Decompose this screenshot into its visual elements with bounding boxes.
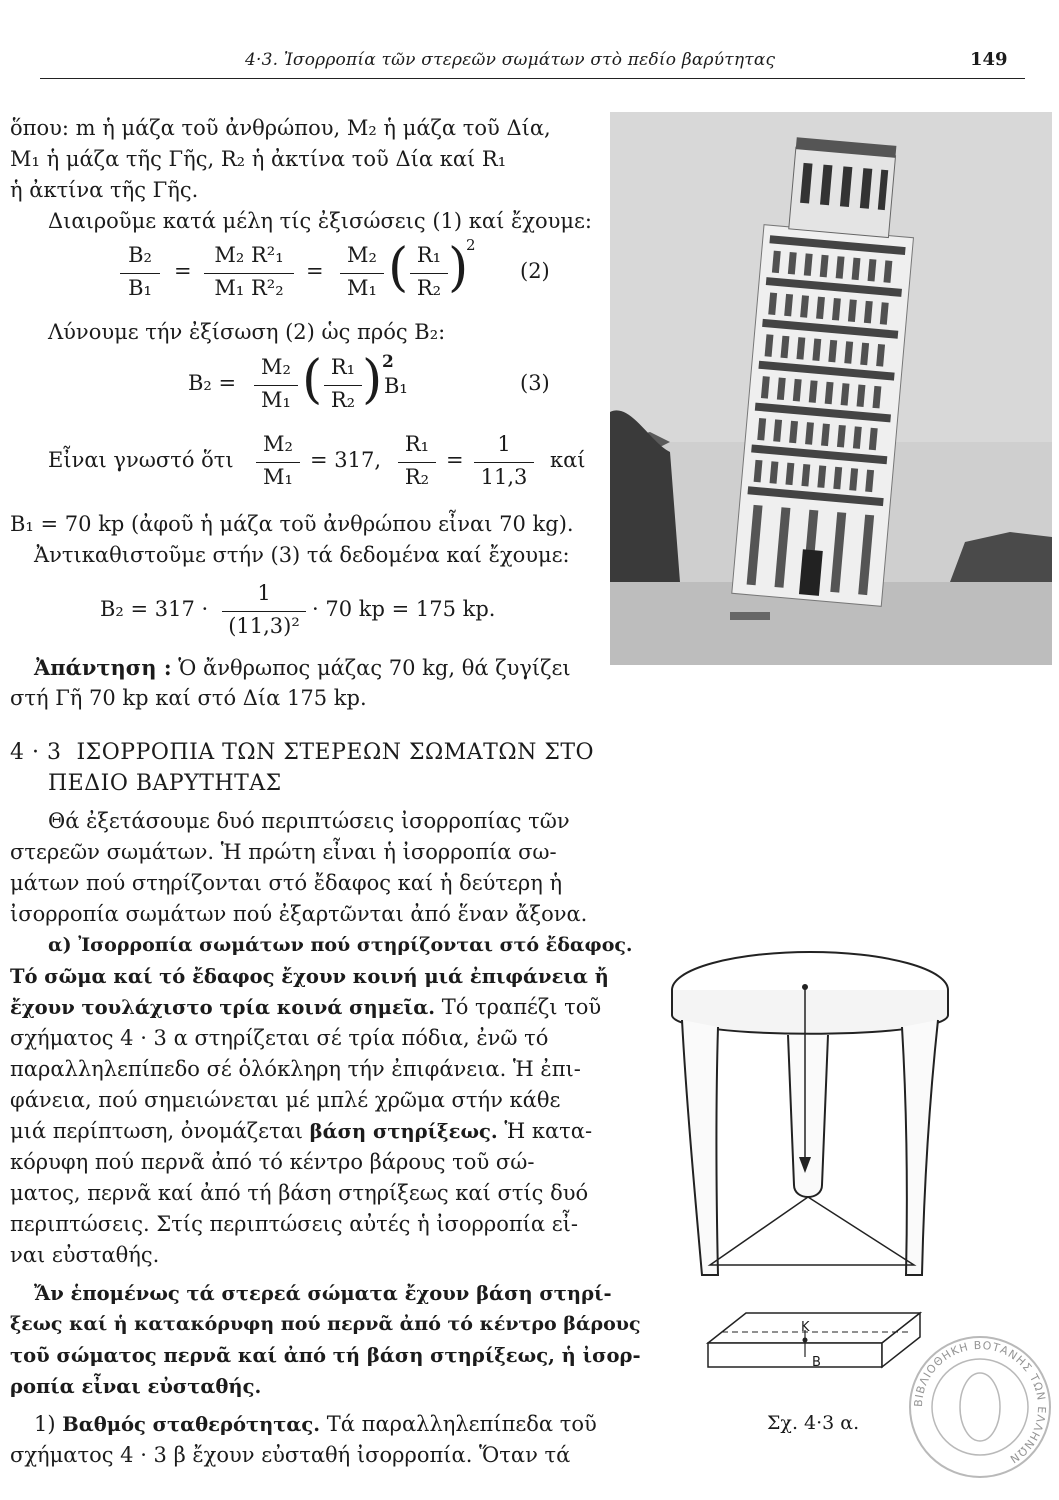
result-post: · 70 kp = 175 kp. — [312, 597, 496, 621]
eq3-tail: B₁ — [384, 374, 408, 398]
fraction-bar — [340, 273, 384, 274]
fraction-bar — [254, 385, 298, 386]
fraction-bar — [398, 462, 436, 463]
eq3-lhs: B₂ = — [188, 371, 237, 395]
section-title-2: ΠΕΔΙΟ ΒΑΡΥΤΗΤΑΣ — [48, 771, 282, 796]
text-line: ματος, περνᾶ καί ἀπό τή βάση στηρίξεως καί στίς δυό — [10, 1181, 589, 1205]
eq2-ratio-den: R₂ — [416, 276, 442, 300]
right-paren: ) — [362, 350, 383, 410]
fraction-bar — [324, 385, 362, 386]
eq2-r-num: M₂ — [347, 243, 377, 267]
rule-text: ξεως καί ἡ κατακόρυφη πού περνᾶ ἀπό τό κέντρο βάρους — [10, 1313, 641, 1335]
result-den: (11,3)² — [228, 614, 300, 638]
text-line: B₁ = 70 kp (ἀφοῦ ἡ μάζα τοῦ ἀνθρώπου εἶναι 70 kg). — [10, 512, 574, 536]
equals-sign: = — [174, 259, 192, 283]
eq3-m-den: M₁ — [261, 388, 291, 412]
text-line: σχήματος 4 · 3 α στηρίζεται σέ τρία πόδια, ἐνῶ τό — [10, 1026, 549, 1050]
eq2-mid-num: M₂ R²₁ — [214, 243, 284, 267]
eq3-r-num: R₁ — [330, 355, 356, 379]
equals-sign: = — [446, 448, 464, 472]
center-of-mass-dot — [802, 984, 808, 990]
answer-text: Ὁ ἄνθρωπος μάζας 70 kg, θά ζυγίζει — [178, 656, 571, 680]
bold-term: βάση στηρίξεως. — [309, 1120, 498, 1143]
text-span: μιά περίπτωση, ὀνομάζεται — [10, 1119, 310, 1143]
text-span: Τά παραλληλεπίπεδα τοῦ — [320, 1412, 597, 1436]
text-line: μάτων πού στηρίζονται στό ἔδαφος καί ἡ δεύτερη ἡ — [10, 871, 563, 895]
section-heading — [10, 737, 594, 768]
eq2-lhs-den: B₁ — [128, 276, 152, 300]
text-line: Ἀντικαθιστοῦμε στήν (3) τά δεδομένα καί ἔχουμε: — [34, 543, 570, 567]
eq2-r-den: M₁ — [347, 276, 377, 300]
text-line: ναι εὐσταθής. — [10, 1243, 160, 1267]
rule-text: ροπία εἶναι εὐσταθής. — [10, 1375, 262, 1398]
text-line: ἡ ἀκτίνα τῆς Γῆς. — [10, 178, 199, 202]
answer-line — [34, 652, 614, 684]
text-line: στή Γῆ 70 kp καί στό Δία 175 kp. — [10, 686, 367, 710]
page-number: 149 — [970, 49, 1008, 70]
bold-term: Βαθμός σταθερότητας. — [62, 1413, 321, 1436]
text-line: M₁ ἡ μάζα τῆς Γῆς, R₂ ἡ ἀκτίνα τοῦ Δία καί R₁ — [10, 147, 507, 171]
fraction-bar — [256, 462, 300, 463]
label-k: K — [801, 1320, 810, 1335]
known-r-num: R₁ — [404, 432, 430, 456]
tower-illustration — [610, 112, 1052, 665]
text-line: Λύνουμε τήν ἐξίσωση (2) ὡς πρός B₂: — [48, 320, 446, 344]
library-stamp — [905, 1325, 1055, 1495]
text-line: Διαιροῦμε κατά μέλη τίς ἐξισώσεις (1) καί ἔχουμε: — [48, 209, 592, 233]
text-line: ἰσορροπία σωμάτων πού ἐξαρτῶνται ἀπό ἕναν ἄξονα. — [10, 902, 588, 926]
text-span: Ἡ κατα- — [497, 1119, 593, 1143]
fraction-bar — [222, 611, 306, 612]
left-paren: ( — [302, 350, 323, 410]
exponent: 2 — [382, 352, 394, 372]
table-figure — [660, 945, 960, 1285]
result-num: 1 — [257, 581, 271, 605]
known-v-num: 1 — [497, 432, 511, 456]
equals-sign: = — [306, 259, 324, 283]
text-line: στερεῶν σωμάτων. Ἡ πρώτη εἶναι ἡ ἰσορροπία σω- — [10, 840, 557, 864]
text-line — [10, 1116, 593, 1147]
known-m-val: = 317, — [310, 448, 382, 472]
fraction-bar — [410, 273, 448, 274]
text-line: φάνεια, πού σημειώνεται μέ μπλέ χρῶμα στήν κάθε — [10, 1088, 561, 1112]
subheading-a: α) Ἰσορροπία σωμάτων πού στηρίζονται στό ἔδαφος. — [48, 934, 633, 956]
result-pre: B₂ = 317 · — [100, 597, 209, 621]
text-line: Θά ἐξετάσουμε δυό περιπτώσεις ἰσορροπίας τῶν — [48, 809, 570, 833]
right-paren: ) — [448, 238, 469, 298]
eq3-r-den: R₂ — [330, 388, 356, 412]
section-title: ΙΣΟΡΡΟΠΙΑ ΤΩΝ ΣΤΕΡΕΩΝ ΣΩΜΑΤΩΝ ΣΤΟ — [76, 740, 595, 765]
equation-number: (2) — [520, 259, 550, 283]
leaning-tower-photo — [610, 112, 1052, 665]
text-line: σχήματος 4 · 3 β ἔχουν εὐσταθή ἰσορροπία. Ὅταν τά — [10, 1443, 571, 1467]
fraction-bar — [474, 462, 534, 463]
text-line — [10, 992, 602, 1023]
text-line: ὅπου: m ἡ μάζα τοῦ ἀνθρώπου, M₂ ἡ μάζα τοῦ Δία, — [10, 116, 551, 140]
section-number: 4 · 3 — [10, 740, 62, 765]
exponent: 2 — [466, 236, 476, 254]
fraction-bar — [204, 273, 294, 274]
left-paren: ( — [388, 238, 409, 298]
figure-caption: Σχ. 4·3 α. — [767, 1412, 860, 1434]
text-span: 1) — [34, 1412, 63, 1436]
eq2-mid-den: M₁ R²₂ — [214, 276, 284, 300]
rule-text: Ἄν ἑπομένως τά στερεά σώματα ἔχουν βάση στηρί- — [34, 1282, 612, 1305]
stamp-text: ΒΙΒΛΙΟΘΗΚΗ ΒΟΤΑΝΗΣ ΤΩΝ ΕΛΛΗΝΩΝ — [911, 1338, 1049, 1467]
text-line: παραλληλεπίπεδο σέ ὁλόκληρη τήν ἐπιφάνεια. Ἡ ἐπι- — [10, 1057, 581, 1081]
text-line: περιπτώσεις. Στίς περιπτώσεις αὐτές ἡ ἰσορροπία εἶ- — [10, 1212, 578, 1236]
header-rule — [40, 78, 1025, 79]
text-line: Τό σῶμα καί τό ἔδαφος ἔχουν κοινή μιά ἐπιφάνεια ἤ — [10, 965, 609, 988]
text-word: καί — [550, 448, 586, 472]
text-line: κόρυφη πού περνᾶ ἀπό τό κέντρο βάρους τοῦ σώ- — [10, 1150, 535, 1174]
label-b: B — [812, 1355, 821, 1370]
text-span: Τό τραπέζι τοῦ — [435, 995, 602, 1019]
running-header: 4·3. Ἰσορροπία τῶν στερεῶν σωμάτων στὸ πεδίο βαρύτητας — [245, 50, 776, 70]
text-line — [34, 1409, 614, 1440]
eq2-lhs-num: B₂ — [128, 243, 152, 267]
known-v-den: 11,3 — [480, 465, 528, 489]
equation-number: (3) — [520, 371, 550, 395]
bold-phrase: ἔχουν τουλάχιστο τρία κοινά σημεῖα. — [10, 996, 436, 1019]
eq2-ratio-num: R₁ — [416, 243, 442, 267]
known-r-den: R₂ — [404, 465, 430, 489]
rule-text: τοῦ σώματος περνᾶ καί ἀπό τή βάση στηρίξεως, ἡ ἰσορ- — [10, 1344, 641, 1367]
eq3-m-num: M₂ — [261, 355, 291, 379]
fraction-bar — [120, 273, 160, 274]
parallelepiped-figure — [700, 1305, 930, 1390]
known-m-num: M₂ — [263, 432, 293, 456]
known-m-den: M₁ — [263, 465, 293, 489]
text-line: Εἶναι γνωστό ὅτι — [48, 448, 234, 472]
answer-label: Ἀπάντηση : — [34, 655, 172, 680]
